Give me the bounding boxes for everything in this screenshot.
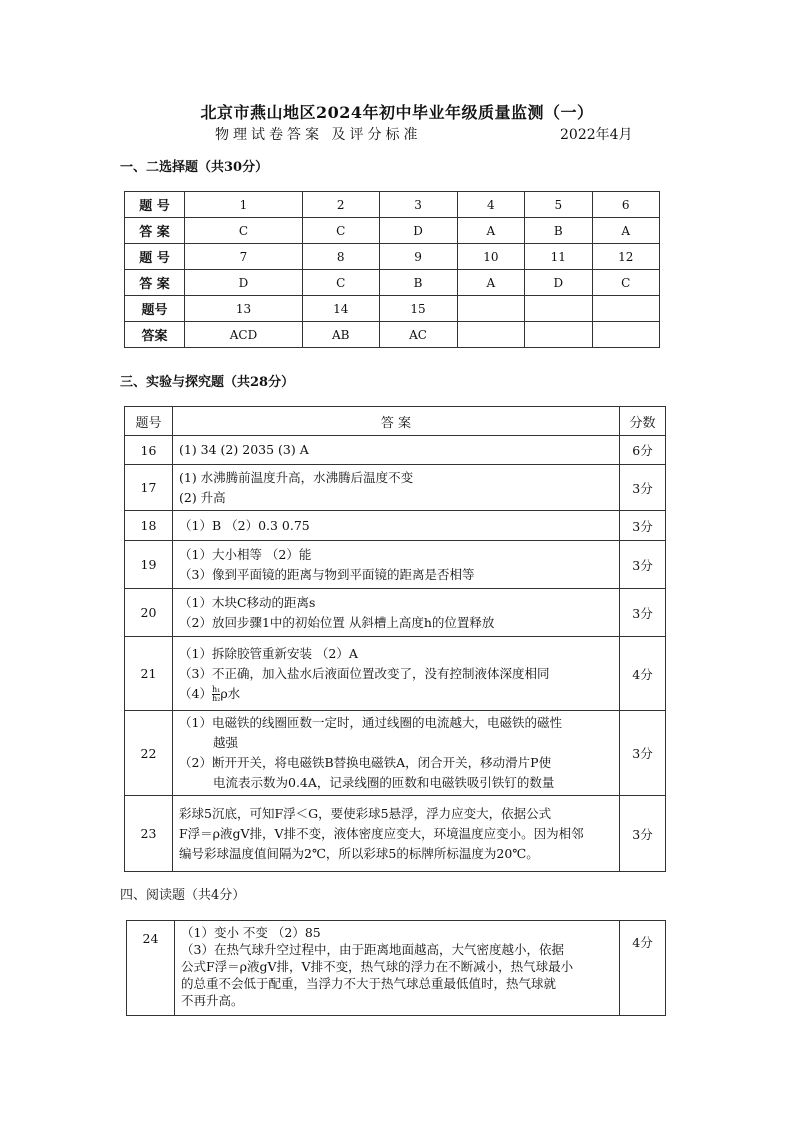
answer-text xyxy=(173,541,620,589)
question-number: 7 xyxy=(185,244,303,270)
question-number: 20 xyxy=(125,589,173,637)
score-cell: 4分 xyxy=(620,637,666,711)
row-label: 题号 xyxy=(125,296,185,322)
table-row xyxy=(125,637,666,711)
fraction-numerator: h₁ xyxy=(211,684,221,694)
table-row xyxy=(125,436,666,465)
reading-answer-table xyxy=(126,920,666,1016)
section-1-heading: 一、二选择题（共30分） xyxy=(120,160,269,175)
table-row xyxy=(125,465,666,511)
table-row xyxy=(125,711,666,796)
table-row xyxy=(125,218,660,244)
row-label: 答 案 xyxy=(125,270,185,296)
table-row xyxy=(125,192,660,218)
choice-answer-table xyxy=(124,191,660,348)
question-number xyxy=(525,296,592,322)
answer-line: （3）像到平面镜的距离与物到平面镜的距离是否相等 xyxy=(179,566,475,582)
score-cell: 3分 xyxy=(620,796,666,872)
answer-line: （1）木块C移动的距离s xyxy=(179,594,316,610)
table-row xyxy=(125,270,660,296)
column-header-answer: 答 案 xyxy=(173,407,620,436)
answer-cell: C xyxy=(185,218,303,244)
answer-cell xyxy=(592,322,660,348)
column-header-score: 分数 xyxy=(620,407,666,436)
density-symbol: ρ水 xyxy=(220,685,241,701)
answer-cell: D xyxy=(379,218,457,244)
row-label: 题 号 xyxy=(125,192,185,218)
table-row xyxy=(127,921,666,1016)
score-cell: 3分 xyxy=(620,511,666,541)
table-row xyxy=(125,589,666,637)
answer-line: （2）断开开关，将电磁铁B替换电磁铁A，闭合开关，移动滑片P使 xyxy=(179,755,552,770)
answer-line: （1）电磁铁的线圈匝数一定时，通过线圈的电流越大，电磁铁的磁性 xyxy=(179,715,562,730)
answer-line: （1）变小 不变 （2）85 xyxy=(181,925,321,940)
answer-cell: AB xyxy=(302,322,379,348)
answer-cell: C xyxy=(302,218,379,244)
table-row xyxy=(125,796,666,872)
answer-cell: C xyxy=(302,270,379,296)
answer-line: 电流表示数为0.4A，记录线圈的匝数和电磁铁吸引铁钉的数量 xyxy=(213,775,555,790)
answer-line: F浮＝ρ液gV排，V排不变，液体密度应变大，环境温度应变小。因为相邻 xyxy=(179,825,584,841)
score-cell: 3分 xyxy=(620,711,666,796)
table-row xyxy=(125,296,660,322)
row-label: 答 案 xyxy=(125,218,185,244)
question-number: 10 xyxy=(457,244,524,270)
question-number: 14 xyxy=(302,296,379,322)
table-row xyxy=(125,541,666,589)
answer-cell: B xyxy=(379,270,457,296)
answer-line: (2) 升高 xyxy=(179,489,226,505)
answer-cell xyxy=(525,322,592,348)
question-number: 21 xyxy=(125,637,173,711)
answer-line: （3）在热气球升空过程中，由于距离地面越高，大气密度越小，依据 xyxy=(181,942,564,957)
answer-cell: A xyxy=(592,218,660,244)
question-number: 11 xyxy=(525,244,592,270)
answer-cell: D xyxy=(525,270,592,296)
score-cell: 6分 xyxy=(620,436,666,465)
table-row xyxy=(125,322,660,348)
answer-text xyxy=(173,637,620,711)
question-number: 9 xyxy=(379,244,457,270)
fraction-denominator: h₂ xyxy=(211,693,221,703)
question-number: 6 xyxy=(592,192,660,218)
question-number: 16 xyxy=(125,436,173,465)
answer-line: 的总重不会低于配重，当浮力不大于热气球总重最低值时，热气球就 xyxy=(181,976,557,991)
question-number: 2 xyxy=(302,192,379,218)
score-cell: 3分 xyxy=(620,541,666,589)
answer-part-label: （4） xyxy=(179,685,212,701)
answer-line: （1）大小相等 （2）能 xyxy=(179,546,312,562)
score-cell: 3分 xyxy=(620,465,666,511)
row-label: 答案 xyxy=(125,322,185,348)
page-subtitle: 物理试卷答案 及评分标准 xyxy=(215,127,422,143)
answer-line: 越强 xyxy=(213,735,239,750)
answer-text xyxy=(173,589,620,637)
question-number xyxy=(592,296,660,322)
section-3-heading: 三、实验与探究题（共28分） xyxy=(120,375,295,390)
experiment-answer-table xyxy=(124,406,666,872)
question-number: 13 xyxy=(185,296,303,322)
answer-line: （3）不正确，加入盐水后液面位置改变了，没有控制液体深度相同 xyxy=(179,665,550,681)
question-number: 8 xyxy=(302,244,379,270)
answer-cell: B xyxy=(525,218,592,244)
question-number: 19 xyxy=(125,541,173,589)
question-number: 15 xyxy=(379,296,457,322)
question-number: 22 xyxy=(125,711,173,796)
table-header-row xyxy=(125,407,666,436)
answer-line: (1) 34 (2) 2035 (3) A xyxy=(179,442,309,457)
answer-cell: D xyxy=(185,270,303,296)
question-number: 4 xyxy=(457,192,524,218)
exam-date: 2022年4月 xyxy=(560,127,633,143)
answer-text xyxy=(173,711,620,796)
answer-cell: A xyxy=(457,218,524,244)
question-number: 23 xyxy=(125,796,173,872)
answer-text xyxy=(173,436,620,465)
score-cell: 3分 xyxy=(620,589,666,637)
answer-cell: C xyxy=(592,270,660,296)
question-number: 17 xyxy=(125,465,173,511)
column-header-number: 题号 xyxy=(125,407,173,436)
answer-line: 编号彩球温度值间隔为2℃，所以彩球5的标牌所标温度为20℃。 xyxy=(179,845,539,861)
answer-cell: A xyxy=(457,270,524,296)
answer-line: (1) 水沸腾前温度升高，水沸腾后温度不变 xyxy=(179,469,414,485)
question-number: 1 xyxy=(185,192,303,218)
table-row xyxy=(125,511,666,541)
table-row xyxy=(125,244,660,270)
answer-line: 公式F浮＝ρ液gV排，V排不变，热气球的浮力在不断减小，热气球最小 xyxy=(181,959,574,974)
question-number xyxy=(457,296,524,322)
question-number: 5 xyxy=(525,192,592,218)
answer-line: 不再升高。 xyxy=(181,993,244,1008)
question-number: 12 xyxy=(592,244,660,270)
answer-cell: ACD xyxy=(185,322,303,348)
answer-line: （1）拆除胶管重新安装 （2）A xyxy=(179,645,358,661)
row-label: 题 号 xyxy=(125,244,185,270)
answer-cell xyxy=(457,322,524,348)
answer-text xyxy=(175,921,620,1016)
question-number: 18 xyxy=(125,511,173,541)
question-number: 3 xyxy=(379,192,457,218)
answer-line: （2）放回步骤1中的初始位置 从斜槽上高度h的位置释放 xyxy=(179,614,495,630)
section-4-heading: 四、阅读题（共4分） xyxy=(120,888,246,903)
answer-text xyxy=(173,465,620,511)
answer-line: 彩球5沉底，可知F浮＜G，要使彩球5悬浮，浮力应变大，依据公式 xyxy=(179,805,552,821)
answer-line: （1）B （2）0.3 0.75 xyxy=(179,517,310,533)
answer-cell: AC xyxy=(379,322,457,348)
page-title: 北京市燕山地区2024年初中毕业年级质量监测（一） xyxy=(200,103,594,122)
score-cell: 4分 xyxy=(620,921,666,1016)
answer-line xyxy=(179,684,613,704)
question-number: 24 xyxy=(127,921,175,1016)
answer-text xyxy=(173,511,620,541)
answer-text xyxy=(173,796,620,872)
